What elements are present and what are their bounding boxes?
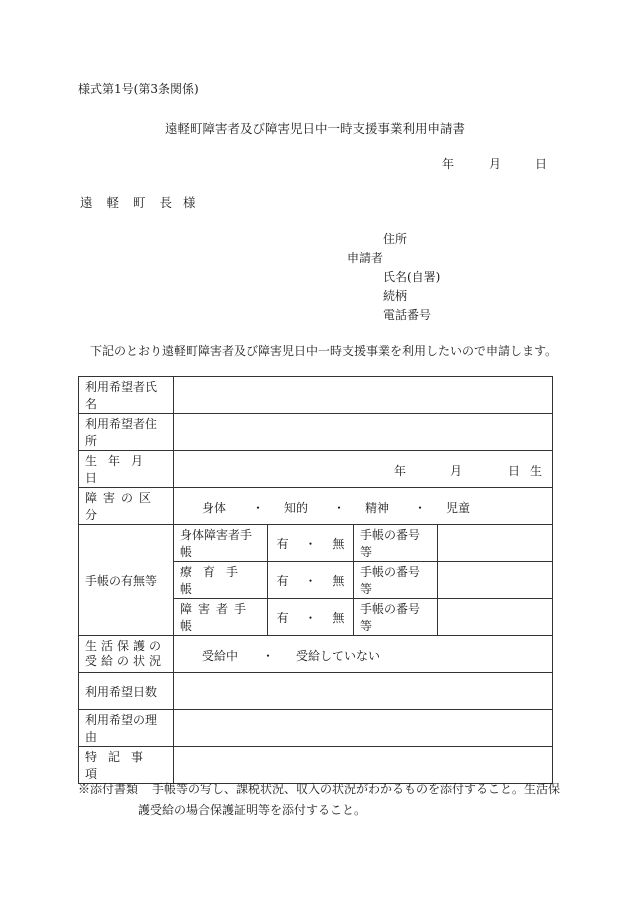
applicant-label: 申請者 bbox=[347, 251, 384, 265]
user-address-label: 利用希望者住所 bbox=[79, 414, 174, 451]
handbook-no[interactable]: 無 bbox=[332, 536, 345, 551]
handbook-name-disability: 障害者手帳 bbox=[174, 599, 268, 636]
date-month-label: 月 bbox=[489, 157, 502, 171]
attachment-note-line-2: 護受給の場合保護証明等を添付すること。 bbox=[138, 803, 367, 817]
handbook-name-physical: 身体障害者手帳 bbox=[174, 525, 268, 562]
applicant-name-label: 氏名(自署) bbox=[383, 270, 441, 284]
separator-dot: ・ bbox=[333, 501, 346, 515]
birth-date-label: 生年月日 bbox=[79, 451, 174, 488]
handbook-no[interactable]: 無 bbox=[332, 573, 345, 588]
welfare-status-label bbox=[79, 636, 174, 673]
date-day-label: 日 bbox=[535, 157, 548, 171]
handbook-status-label: 手帳の有無等 bbox=[79, 525, 174, 636]
disability-option-intellectual[interactable]: 知的 bbox=[284, 501, 309, 515]
separator-dot: ・ bbox=[252, 501, 265, 515]
handbook-no[interactable]: 無 bbox=[332, 610, 345, 625]
handbook-name-rehabilitation: 療育手帳 bbox=[174, 562, 268, 599]
birth-year-label: 年 bbox=[394, 464, 407, 478]
application-table bbox=[78, 376, 553, 784]
separator-dot: ・ bbox=[414, 501, 427, 515]
birth-month-label: 月 bbox=[450, 464, 463, 478]
table-row bbox=[79, 451, 553, 488]
table-row bbox=[79, 525, 553, 562]
birth-day-label: 日生 bbox=[508, 464, 553, 478]
applicant-relationship-label: 続柄 bbox=[383, 289, 408, 303]
handbook-number-label: 手帳の番号等 bbox=[354, 525, 438, 562]
remarks-label: 特記事項 bbox=[79, 747, 174, 784]
date-year-label: 年 bbox=[442, 157, 455, 171]
desired-reason-label: 利用希望の理由 bbox=[79, 710, 174, 747]
desired-days-label: 利用希望日数 bbox=[79, 673, 174, 710]
disability-option-physical[interactable]: 身体 bbox=[202, 501, 227, 515]
disability-category-options bbox=[174, 488, 553, 525]
disability-option-mental[interactable]: 精神 bbox=[365, 501, 390, 515]
handbook-number-field[interactable] bbox=[438, 525, 553, 562]
user-name-field[interactable] bbox=[174, 377, 553, 414]
handbook-yes[interactable]: 有 bbox=[276, 536, 289, 551]
handbook-number-label: 手帳の番号等 bbox=[354, 562, 438, 599]
separator-dot: ・ bbox=[304, 573, 317, 588]
welfare-receiving-option[interactable]: 受給中 bbox=[202, 649, 239, 663]
table-row bbox=[79, 673, 553, 710]
addressee-honorific: 様 bbox=[183, 195, 196, 210]
form-number-label: 様式第1号(第3条関係) bbox=[78, 82, 199, 96]
birth-date-field[interactable] bbox=[174, 451, 553, 488]
handbook-yes[interactable]: 有 bbox=[276, 610, 289, 625]
table-row bbox=[79, 414, 553, 451]
handbook-yes-no-rehabilitation[interactable] bbox=[268, 562, 354, 599]
attachment-note-heading: ※添付書類 bbox=[78, 782, 139, 796]
welfare-status-options bbox=[174, 636, 553, 673]
addressee-name: 遠軽町長 bbox=[80, 195, 187, 210]
disability-option-child[interactable]: 児童 bbox=[446, 501, 471, 515]
disability-category-label: 障害の区分 bbox=[79, 488, 174, 525]
welfare-label-line-2: 受給の状況 bbox=[85, 654, 166, 668]
user-address-field[interactable] bbox=[174, 414, 553, 451]
applicant-address-label: 住所 bbox=[383, 232, 408, 246]
document-title: 遠軽町障害者及び障害児日中一時支援事業利用申請書 bbox=[164, 121, 465, 136]
table-row bbox=[79, 710, 553, 747]
separator-dot: ・ bbox=[304, 610, 317, 625]
table-row bbox=[79, 488, 553, 525]
handbook-yes-no-physical[interactable] bbox=[268, 525, 354, 562]
desired-days-field[interactable] bbox=[174, 673, 553, 710]
table-row bbox=[79, 636, 553, 673]
separator-dot: ・ bbox=[304, 536, 317, 551]
handbook-number-field[interactable] bbox=[438, 562, 553, 599]
attachment-note-line-1: 手帳等の写し、課税状況、収入の状況がわかるものを添付すること。生活保 bbox=[152, 782, 561, 796]
handbook-number-label: 手帳の番号等 bbox=[354, 599, 438, 636]
handbook-number-field[interactable] bbox=[438, 599, 553, 636]
handbook-yes-no-disability[interactable] bbox=[268, 599, 354, 636]
desired-reason-field[interactable] bbox=[174, 710, 553, 747]
separator-dot: ・ bbox=[262, 649, 275, 663]
applicant-phone-label: 電話番号 bbox=[383, 308, 432, 322]
welfare-label-line-1: 生活保護の bbox=[85, 639, 166, 653]
handbook-yes[interactable]: 有 bbox=[276, 573, 289, 588]
table-row bbox=[79, 377, 553, 414]
user-name-label: 利用希望者氏名 bbox=[79, 377, 174, 414]
welfare-not-receiving-option[interactable]: 受給していない bbox=[296, 649, 381, 663]
intro-text: 下記のとおり遠軽町障害者及び障害児日中一時支援事業を利用したいので申請します。 bbox=[90, 344, 558, 358]
